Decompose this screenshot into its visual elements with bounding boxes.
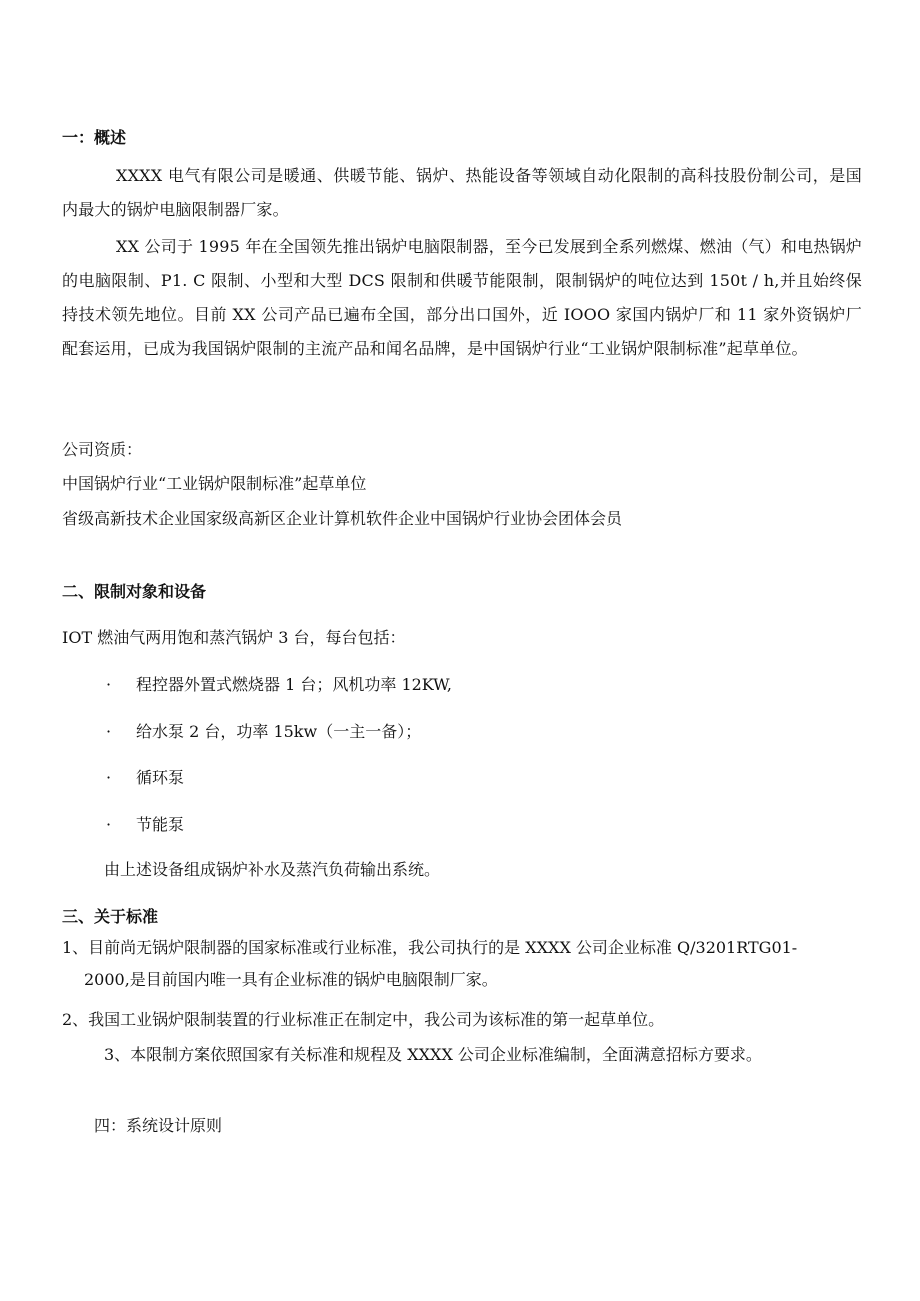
- section2-heading: 二、限制对象和设备: [62, 582, 207, 601]
- list-item: · 给水泵 2 台，功率 15kw（一主一备）；: [106, 722, 422, 741]
- list-item: · 程控器外置式燃烧器 1 台；风机功率 12KW,: [106, 675, 452, 694]
- standard-item-2: 2、我国工业锅炉限制装置的行业标准正在制定中，我公司为该标准的第一起草单位。: [62, 1010, 665, 1029]
- qualification-item-1: 中国锅炉行业“工业锅炉限制标准”起草单位: [62, 474, 367, 493]
- equipment-intro: IOT 燃油气两用饱和蒸汽锅炉 3 台，每台包括：: [62, 628, 406, 647]
- qualification-item-2: 省级高新技术企业国家级高新区企业计算机软件企业中国锅炉行业协会团体会员: [62, 509, 623, 528]
- section1-heading: 一：概述: [62, 128, 127, 147]
- bullet-icon: ·: [106, 768, 112, 787]
- bullet-icon: ·: [106, 815, 112, 834]
- bullet-icon: ·: [106, 675, 112, 694]
- section1-paragraph-1: XXXX 电气有限公司是暖通、供暖节能、锅炉、热能设备等领域自动化限制的高科技股份制公司，是国内最大的锅炉电脑限制器厂家。: [62, 166, 862, 219]
- section3-heading: 三、关于标准: [62, 907, 159, 926]
- standard-item-1: 1、目前尚无锅炉限制器的国家标准或行业标准，我公司执行的是 XXXX 公司企业标准 Q/3201RTG01- 2000,是目前国内唯一具有企业标准的锅炉电脑限制厂家。: [62, 938, 798, 989]
- section4-heading: 四：系统设计原则: [94, 1116, 223, 1135]
- qualification-label: 公司资质：: [62, 440, 143, 459]
- equipment-summary: 由上述设备组成锅炉补水及蒸汽负荷输出系统。: [104, 860, 441, 879]
- bullet-icon: ·: [106, 722, 112, 741]
- list-item: · 循环泵: [106, 768, 185, 787]
- list-item: · 节能泵: [106, 815, 185, 834]
- standard-item-3: 3、本限制方案依照国家有关标准和规程及 XXXX 公司企业标准编制，全面满意招标方要求。: [104, 1045, 762, 1064]
- section1-paragraph-2: XX 公司于 1995 年在全国领先推出锅炉电脑限制器，至今已发展到全系列燃煤、燃油（气）和电热锅炉的电脑限制、P1. C 限制、小型和大型 DCS 限制和供暖节能限制，限制锅炉的吨位达到 150t / h,并且始终保持技术领先地位。目前 XX 公司产品已遍布全国，部分出口国外，近 IOOO 家国内锅炉厂和 11 家外资锅炉厂配套运用，已成为我国锅炉限制的主流产品和闻名品牌，是中国锅炉行业“工业锅炉限制标准”起草单位。: [62, 237, 862, 358]
